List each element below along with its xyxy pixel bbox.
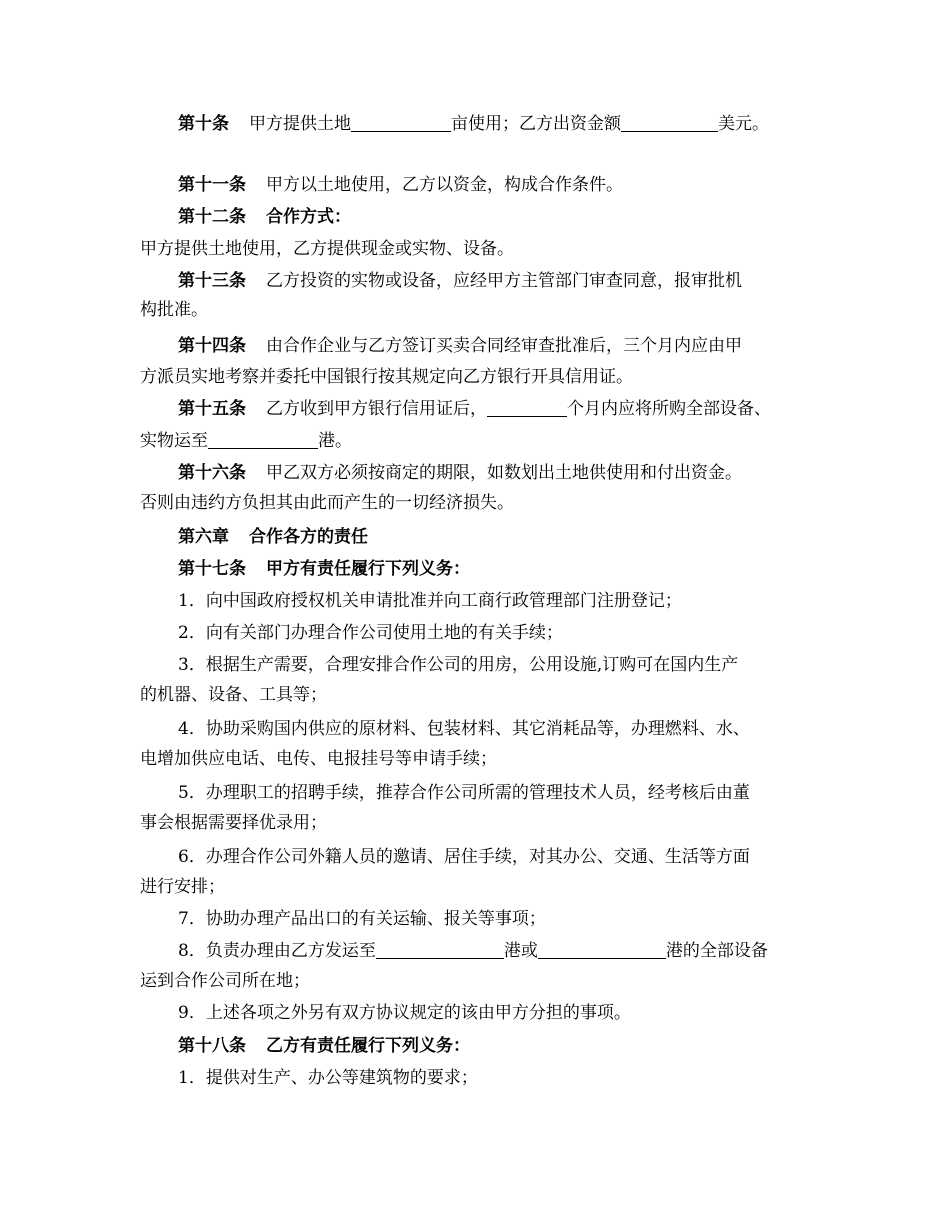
article-13-text: 乙方投资的实物或设备，应经甲方主管部门审查同意，报审批机 — [266, 271, 742, 291]
article-17-item-5: 5．办理职工的招聘手续，推荐合作公司所需的管理技术人员，经考核后由董 — [178, 783, 750, 803]
article-13-line-2: 构批准。 — [140, 300, 208, 320]
investment-amount-blank — [621, 115, 718, 132]
article-14-line-2: 方派员实地考察并委托中国银行按其规定向乙方银行开具信用证。 — [140, 367, 633, 387]
article-17-item-6: 6．办理合作公司外籍人员的邀请、居住手续，对其办公、交通、生活等方面 — [178, 847, 750, 867]
article-15-text-3: 实物运至 — [140, 431, 208, 451]
article-17-item-8-text-1: 8．负责办理由乙方发运至 — [178, 941, 376, 961]
article-15-text-4: 港。 — [318, 431, 352, 451]
article-12-heading: 合作方式： — [266, 207, 351, 227]
article-12-title: 第十二条 — [178, 207, 246, 227]
article-14-text: 由合作企业与乙方签订买卖合同经审查批准后，三个月内应由甲 — [266, 336, 742, 356]
article-17-item-8 — [178, 940, 830, 962]
article-17-item-7: 7．协助办理产品出口的有关运输、报关等事项； — [178, 909, 546, 929]
article-18-title: 第十八条 — [178, 1036, 246, 1056]
article-11-title: 第十一条 — [178, 175, 246, 195]
article-17 — [178, 558, 830, 580]
article-15-text-2: 个月内应将所购全部设备、 — [567, 399, 771, 419]
article-11 — [178, 174, 830, 196]
article-15-title: 第十五条 — [178, 399, 246, 419]
article-10 — [178, 113, 830, 135]
article-14-title: 第十四条 — [178, 336, 246, 356]
article-17-item-3: 3．根据生产需要，合理安排合作公司的用房，公用设施,订购可在国内生产 — [178, 655, 739, 675]
article-11-text: 甲方以土地使用，乙方以资金，构成合作条件。 — [266, 175, 623, 195]
article-17-item-8-text-2: 港或 — [503, 941, 538, 961]
article-17-item-1: 1．向中国政府授权机关申请批准并向工商行政管理部门注册登记； — [178, 591, 682, 611]
article-12-line-2: 甲方提供土地使用，乙方提供现金或实物、设备。 — [140, 239, 514, 259]
chapter-6-text: 合作各方的责任 — [249, 527, 368, 547]
article-16-text: 甲乙双方必须按商定的期限，如数划出土地供使用和付出资金。 — [266, 463, 742, 483]
article-17-item-2: 2．向有关部门办理合作公司使用土地的有关手续； — [178, 623, 563, 643]
chapter-6-heading — [178, 526, 830, 548]
port-blank — [208, 432, 318, 449]
article-18 — [178, 1035, 830, 1057]
article-18-item-1: 1．提供对生产、办公等建筑物的要求； — [178, 1068, 478, 1088]
article-10-text-2: 亩使用；乙方出资金额 — [451, 114, 621, 134]
article-18-heading: 乙方有责任履行下列义务： — [266, 1036, 470, 1056]
article-16-line-2: 否则由违约方负担其由此而产生的一切经济损失。 — [140, 493, 514, 513]
article-10-text-1: 甲方提供土地 — [249, 114, 351, 134]
article-17-item-5-cont: 事会根据需要择优录用； — [140, 813, 327, 833]
article-17-heading: 甲方有责任履行下列义务： — [266, 559, 470, 579]
article-17-item-9: 9．上述各项之外另有双方协议规定的该由甲方分担的事项。 — [178, 1003, 631, 1023]
article-16-title: 第十六条 — [178, 463, 246, 483]
article-17-title: 第十七条 — [178, 559, 246, 579]
article-10-title: 第十条 — [178, 114, 229, 134]
article-13 — [178, 270, 830, 292]
article-16 — [178, 462, 830, 484]
article-15-line-2 — [140, 430, 830, 452]
article-15-text-1: 乙方收到甲方银行信用证后， — [266, 399, 487, 419]
months-blank — [487, 400, 567, 417]
origin-port-blank — [376, 942, 504, 959]
article-17-item-8-text-3: 港的全部设备 — [665, 941, 768, 961]
chapter-6-title: 第六章 — [178, 527, 229, 547]
article-10-text-3: 美元。 — [718, 114, 769, 134]
article-15 — [178, 398, 830, 420]
land-area-blank — [351, 115, 451, 132]
article-17-item-6-cont: 进行安排； — [140, 877, 225, 897]
article-17-item-4-cont: 电增加供应电话、电传、电报挂号等申请手续； — [140, 749, 497, 769]
destination-port-blank — [538, 942, 666, 959]
article-17-item-4: 4．协助采购国内供应的原材料、包装材料、其它消耗品等，办理燃料、水、 — [178, 719, 750, 739]
article-17-item-8-cont: 运到合作公司所在地； — [140, 971, 310, 991]
article-17-item-3-cont: 的机器、设备、工具等； — [140, 685, 327, 705]
article-14 — [178, 335, 830, 357]
article-12 — [178, 206, 830, 228]
article-13-title: 第十三条 — [178, 271, 246, 291]
